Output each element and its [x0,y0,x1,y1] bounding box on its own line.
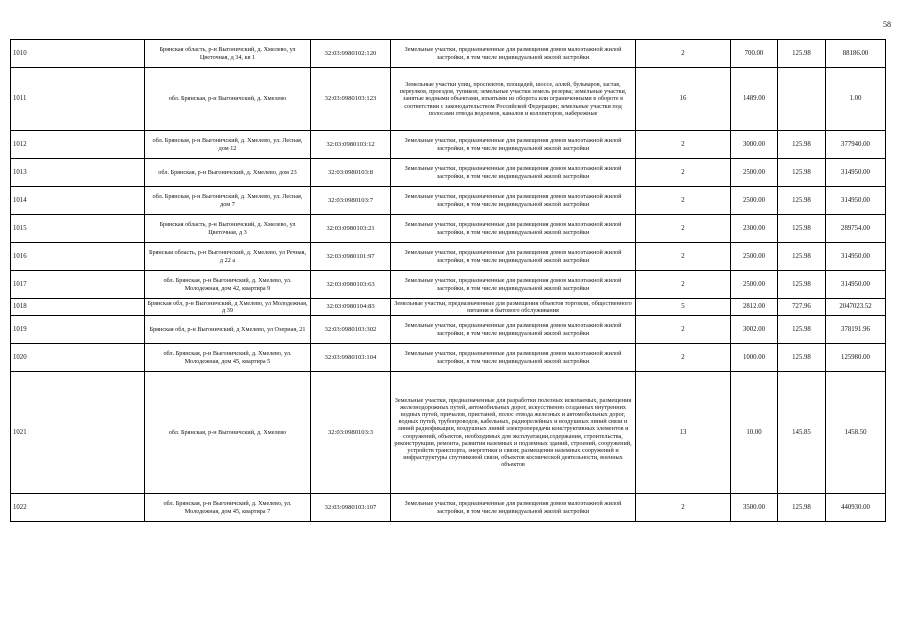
category-cell: 16 [636,68,731,131]
table-row [11,494,886,522]
cadastral-value-cell: 314950.00 [826,271,886,299]
address-cell: Брянская область, р-н Выгоничский, д. Хмелево, ул Речная, д 22 а [145,243,311,271]
row-number: 1019 [11,316,145,344]
address-cell: обл. Брянская, р-н Выгоничский, д. Хмелево, ул. Молодежная, дом 45, квартира 7 [145,494,311,522]
category-cell: 2 [636,187,731,215]
cadastral-number-cell: 32:03:0980102:120 [311,40,391,68]
cadastral-value-table [10,39,886,522]
row-number: 1017 [11,271,145,299]
cadastral-number-cell: 32:03:0980103:12 [311,131,391,159]
rate-cell: 125.98 [778,131,826,159]
category-cell: 2 [636,131,731,159]
rate-cell: 125.98 [778,40,826,68]
address-cell: обл. Брянская, р-н Выгоничский, д. Хмелево, дом 23 [145,159,311,187]
row-number: 1011 [11,68,145,131]
row-number: 1013 [11,159,145,187]
cadastral-value-cell: 88186.00 [826,40,886,68]
cadastral-number-cell: 32:03:0980103:21 [311,215,391,243]
row-number: 1020 [11,344,145,372]
rate-cell: 125.98 [778,159,826,187]
land-use-cell: Земельные участки, предназначенные для размещения домов малоэтажной жилой застройки, в том числе индивидуальной жилой застройки [391,344,636,372]
table-row [11,299,886,316]
rate-cell [778,68,826,131]
category-cell: 2 [636,271,731,299]
category-cell: 2 [636,494,731,522]
cadastral-number-cell: 32:03:0980103:104 [311,344,391,372]
land-use-cell: Земельные участки, предназначенные для размещения домов малоэтажной жилой застройки, в том числе индивидуальной жилой застройки [391,271,636,299]
area-cell: 2300.00 [731,215,778,243]
rate-cell: 125.98 [778,271,826,299]
area-cell: 2500.00 [731,159,778,187]
address-cell: Брянская область, р-н Выгоничский, д. Хмелево, ул Цветочная, д 34, кв 1 [145,40,311,68]
area-cell: 3000.00 [731,131,778,159]
cadastral-value-cell: 377940.00 [826,131,886,159]
address-cell: обл. Брянская, р-н Выгоничский, д. Хмелево, ул. Молодежная, дом 45, квартира 5 [145,344,311,372]
table-row [11,243,886,271]
rate-cell: 125.98 [778,494,826,522]
rate-cell: 145.85 [778,372,826,494]
category-cell: 2 [636,344,731,372]
row-number: 1021 [11,372,145,494]
cadastral-number-cell: 32:03:0980103:123 [311,68,391,131]
cadastral-value-cell: 314950.00 [826,243,886,271]
rate-cell: 727.96 [778,299,826,316]
cadastral-number-cell: 32:03:0980103:3 [311,372,391,494]
cadastral-value-cell: 314950.00 [826,187,886,215]
table-row [11,40,886,68]
land-use-cell: Земельные участки, предназначенные для размещения домов малоэтажной жилой застройки, в том числе индивидуальной жилой застройки [391,494,636,522]
table-row [11,131,886,159]
address-cell: обл. Брянская, р-н Выгоничский, д. Хмелево, ул. Лесная, дом 7 [145,187,311,215]
area-cell: 2500.00 [731,271,778,299]
cadastral-value-cell: 1458.50 [826,372,886,494]
land-use-cell: Земельные участки, предназначенные для размещения домов малоэтажной жилой застройки, в том числе индивидуальной жилой застройки [391,159,636,187]
land-use-cell: Земельные участки улиц, проспектов, площадей, шоссе, аллей, бульваров, застав, переулков, проездов, тупиков; земельные участки земель резерва; земельные участки, занятые водными объектами, изъятыми из оборота или ограниченными в обороте в соответствии с законодательством Российской Федерации; земельные участки под полосами отвода водоемов, каналов и коллекторов, набережные [391,68,636,131]
cadastral-value-cell: 440930.00 [826,494,886,522]
category-cell: 5 [636,299,731,316]
table-row [11,215,886,243]
area-cell: 3002.00 [731,316,778,344]
category-cell: 2 [636,159,731,187]
cadastral-number-cell: 32:03:0980104:83 [311,299,391,316]
area-cell: 1000.00 [731,344,778,372]
cadastral-value-cell: 2047023.52 [826,299,886,316]
rate-cell: 125.98 [778,187,826,215]
table-row [11,68,886,131]
area-cell: 2500.00 [731,187,778,215]
address-cell: Брянская обл, р-н Выгоничский, д Хмелево, ул Молодежная, д 39 [145,299,311,316]
rate-cell: 125.98 [778,316,826,344]
address-cell: обл. Брянская, р-н Выгоничский, д. Хмелево [145,372,311,494]
category-cell: 13 [636,372,731,494]
row-number: 1012 [11,131,145,159]
row-number: 1015 [11,215,145,243]
table-body [11,40,886,522]
address-cell: Брянская обл, р-н Выгоничский, д Хмелево, ул Озерная, 21 [145,316,311,344]
cadastral-number-cell: 32:03:0980103:8 [311,159,391,187]
land-use-cell: Земельные участки, предназначенные для размещения домов малоэтажной жилой застройки, в том числе индивидуальной жилой застройки [391,40,636,68]
rate-cell: 125.98 [778,215,826,243]
row-number: 1010 [11,40,145,68]
category-cell: 2 [636,316,731,344]
cadastral-number-cell: 32:03:0980103:7 [311,187,391,215]
rate-cell: 125.98 [778,344,826,372]
area-cell: 2500.00 [731,243,778,271]
category-cell: 2 [636,215,731,243]
address-cell: обл. Брянская, р-н Выгоничский, д. Хмелево [145,68,311,131]
area-cell: 10.00 [731,372,778,494]
land-use-cell: Земельные участки, предназначенные для размещения домов малоэтажной жилой застройки, в том числе индивидуальной жилой застройки [391,215,636,243]
category-cell: 2 [636,40,731,68]
cadastral-value-cell: 125980.00 [826,344,886,372]
rate-cell: 125.98 [778,243,826,271]
row-number: 1014 [11,187,145,215]
category-cell: 2 [636,243,731,271]
table-row [11,187,886,215]
land-use-cell: Земельные участки, предназначенные для размещения домов малоэтажной жилой застройки, в том числе индивидуальной жилой застройки [391,131,636,159]
address-cell: обл. Брянская, р-н Выгоничский, д. Хмелево, ул. Молодежная, дом 42, квартира 9 [145,271,311,299]
cadastral-value-cell: 378191.96 [826,316,886,344]
table-row [11,344,886,372]
area-cell: 700.00 [731,40,778,68]
cadastral-number-cell: 32:03:0980103:63 [311,271,391,299]
land-use-cell: Земельные участки, предназначенные для размещения домов малоэтажной жилой застройки, в том числе индивидуальной жилой застройки [391,316,636,344]
land-use-cell: Земельные участки, предназначенные для разработки полезных ископаемых, размещения железнодорожных путей, автомобильных дорог, искусственно созданных внутренних водных путей, причалов, пристаней, полос отвода железных и автомобильных дорог, водных путей, трубопроводов, кабельных, радиорелейных и воздушных линий связи и линий радиофикации, воздушных линий электропередачи конструктивных элементов и сооружений, объектов, необходимых для эксплуатации,содержания, строительства, реконструкции, ремонта, развития наземных и подземных зданий, строений, сооружений, устройств транспорта, энергетики и связи; размещения наземных сооружений и инфраструктуры спутниковой связи, объектов космической деятельности, военных объектов [391,372,636,494]
land-use-cell: Земельные участки, предназначенные для размещения домов малоэтажной жилой застройки, в том числе индивидуальной жилой застройки [391,187,636,215]
row-number: 1018 [11,299,145,316]
cadastral-value-cell: 314950.00 [826,159,886,187]
cadastral-number-cell: 32:03:0980101:97 [311,243,391,271]
row-number: 1016 [11,243,145,271]
cadastral-value-cell: 1.00 [826,68,886,131]
page-number: 58 [883,20,891,29]
cadastral-number-cell: 32:03:0980103:302 [311,316,391,344]
address-cell: обл. Брянская, р-н Выгоничский, д. Хмелево, ул. Лесная, дом 12 [145,131,311,159]
table-row [11,372,886,494]
area-cell: 1489.00 [731,68,778,131]
table-row [11,316,886,344]
land-use-cell: Земельные участки, предназначенные для размещения объектов торговли, общественного питания и бытового обслуживания [391,299,636,316]
area-cell: 3500.00 [731,494,778,522]
address-cell: Брянская область, р-н Выгоничский, д. Хмелево, ул Цветочная, д 3 [145,215,311,243]
area-cell: 2812.00 [731,299,778,316]
table-row [11,271,886,299]
cadastral-value-cell: 289754.00 [826,215,886,243]
land-use-cell: Земельные участки, предназначенные для размещения домов малоэтажной жилой застройки, в том числе индивидуальной жилой застройки [391,243,636,271]
row-number: 1022 [11,494,145,522]
cadastral-number-cell: 32:03:0980103:107 [311,494,391,522]
table-row [11,159,886,187]
